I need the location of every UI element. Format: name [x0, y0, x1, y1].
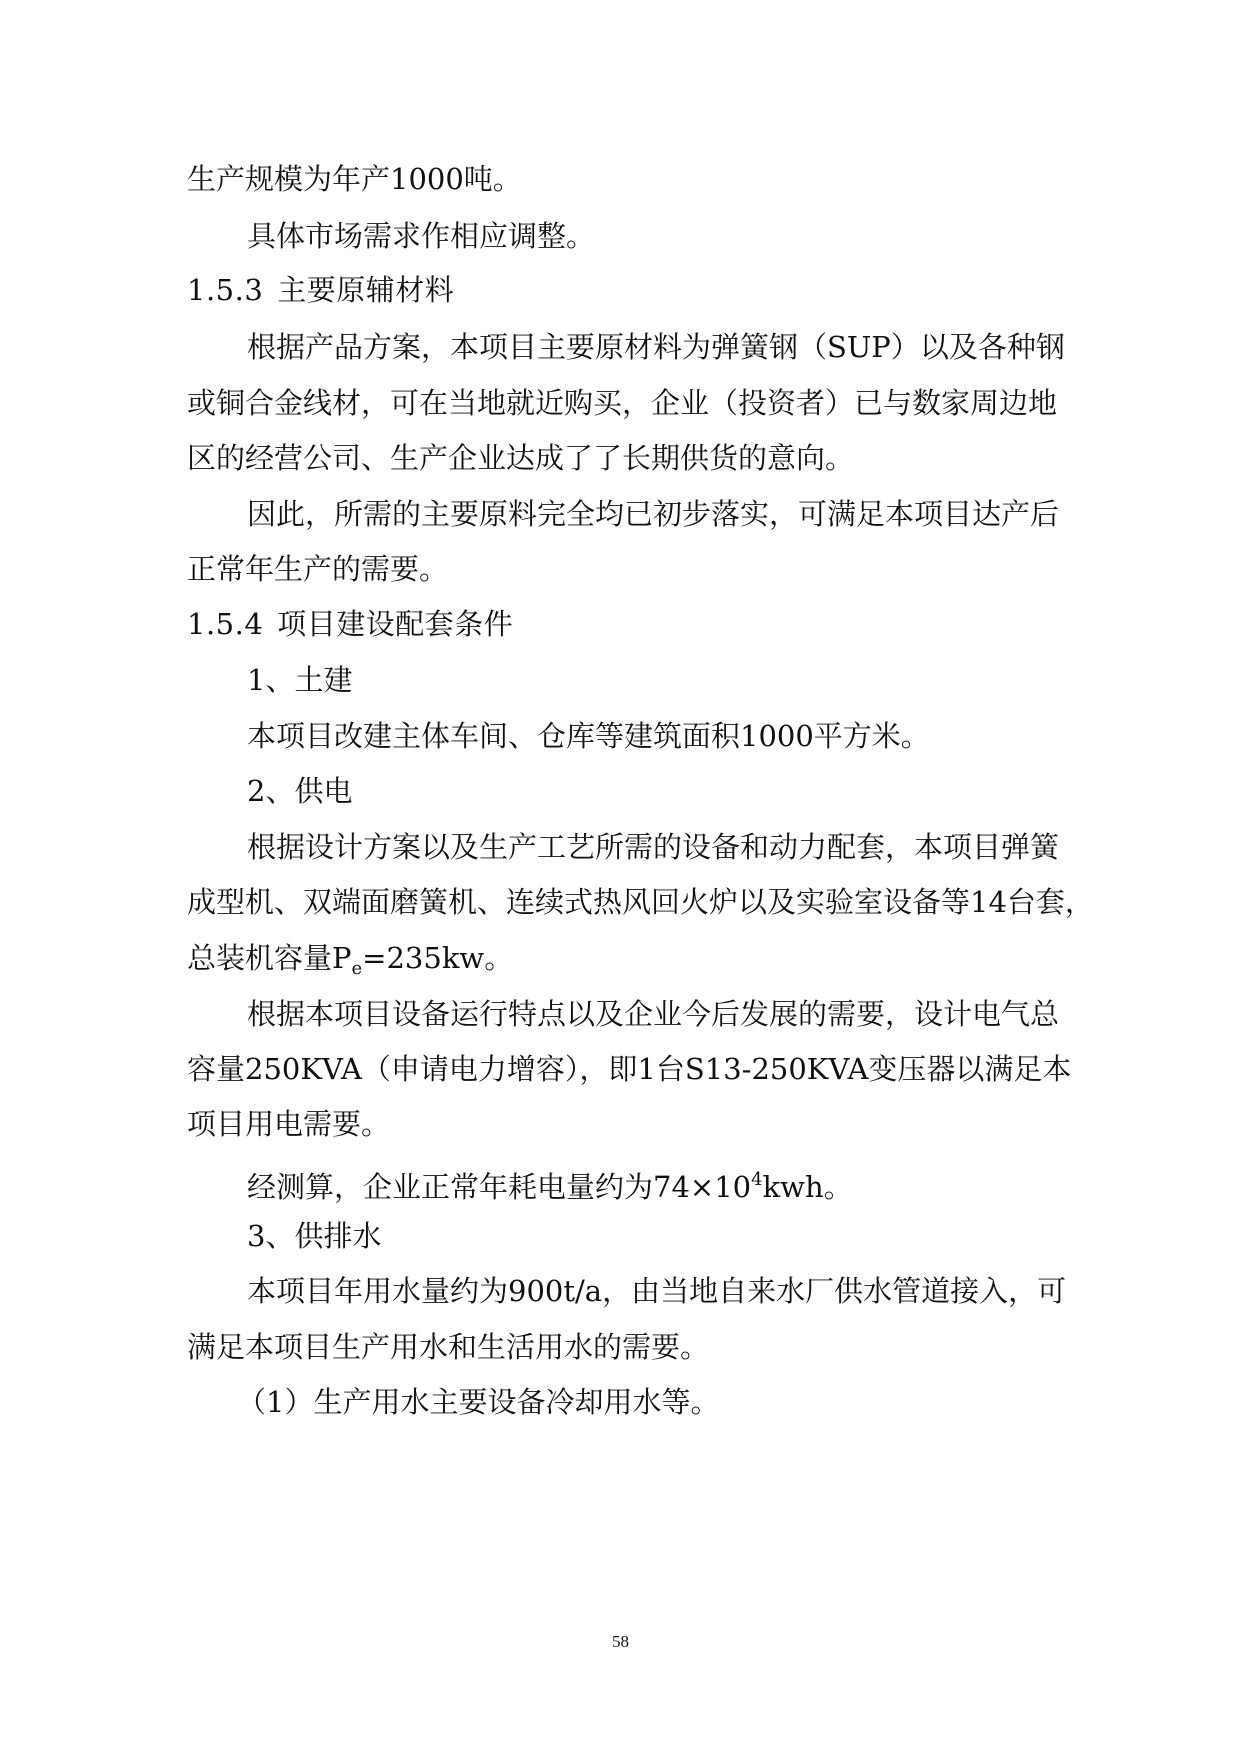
text-segment: 总装机容量P	[187, 941, 352, 975]
subscript: e	[351, 958, 363, 979]
paragraph-line: 生产规模为年产1000吨。	[187, 162, 522, 196]
section-number: 1.5.3	[187, 273, 264, 307]
section-heading-1-5-4	[187, 604, 1067, 644]
paragraph-line: 因此，所需的主要原料完全均已初步落实，可满足本项目达产后	[247, 497, 1060, 531]
paragraph-line: 或铜合金线材，可在当地就近购买，企业（投资者）已与数家周边地	[187, 386, 1058, 420]
superscript: 4	[751, 1169, 763, 1190]
text-segment: =235kw。	[362, 941, 514, 975]
paragraph-line-installed-capacity	[187, 938, 1067, 989]
paragraph-line: 根据产品方案，本项目主要原材料为弹簧钢（SUP）以及各种钢	[247, 330, 1065, 364]
paragraph-line: 根据设计方案以及生产工艺所需的设备和动力配套，本项目弹簧	[247, 830, 1060, 864]
text-segment: kwh。	[762, 1170, 853, 1204]
section-title: 项目建设配套条件	[277, 607, 514, 641]
paragraph-line: 本项目改建主体车间、仓库等建筑面积1000平方米。	[247, 719, 930, 753]
paragraph-line: 本项目年用水量约为900t/a，由当地自来水厂供水管道接入，可	[247, 1274, 1067, 1308]
paragraph-line: 成型机、双端面磨簧机、连续式热风回火炉以及实验室设备等14台套，	[187, 885, 1094, 919]
paragraph-line: 区的经营公司、生产企业达成了了长期供货的意向。	[187, 441, 855, 475]
list-heading-power: 2、供电	[247, 774, 353, 808]
paragraph-line-power-consumption	[247, 1160, 1127, 1207]
paragraph-line: 正常年生产的需要。	[187, 552, 449, 586]
section-number: 1.5.4	[187, 607, 264, 641]
section-title: 主要原辅材料	[277, 273, 455, 307]
page-number: 58	[612, 1632, 629, 1651]
paragraph-line: 根据本项目设备运行特点以及企业今后发展的需要，设计电气总	[247, 997, 1060, 1031]
paragraph-line: 容量250KVA（申请电力增容），即1台S13-250KVA变压器以满足本	[187, 1052, 1072, 1086]
paragraph-line: 项目用电需要。	[187, 1107, 391, 1141]
paragraph-line: 满足本项目生产用水和生活用水的需要。	[187, 1330, 710, 1364]
paragraph-line: （1）生产用水主要设备冷却用水等。	[237, 1385, 720, 1419]
list-heading-water: 3、供排水	[247, 1219, 382, 1253]
paragraph-line: 具体市场需求作相应调整。	[247, 219, 596, 253]
text-segment: 经测算，企业正常年耗电量约为74×10	[247, 1170, 752, 1204]
list-heading-civil: 1、土建	[247, 663, 353, 697]
section-heading-1-5-3	[187, 270, 1067, 310]
